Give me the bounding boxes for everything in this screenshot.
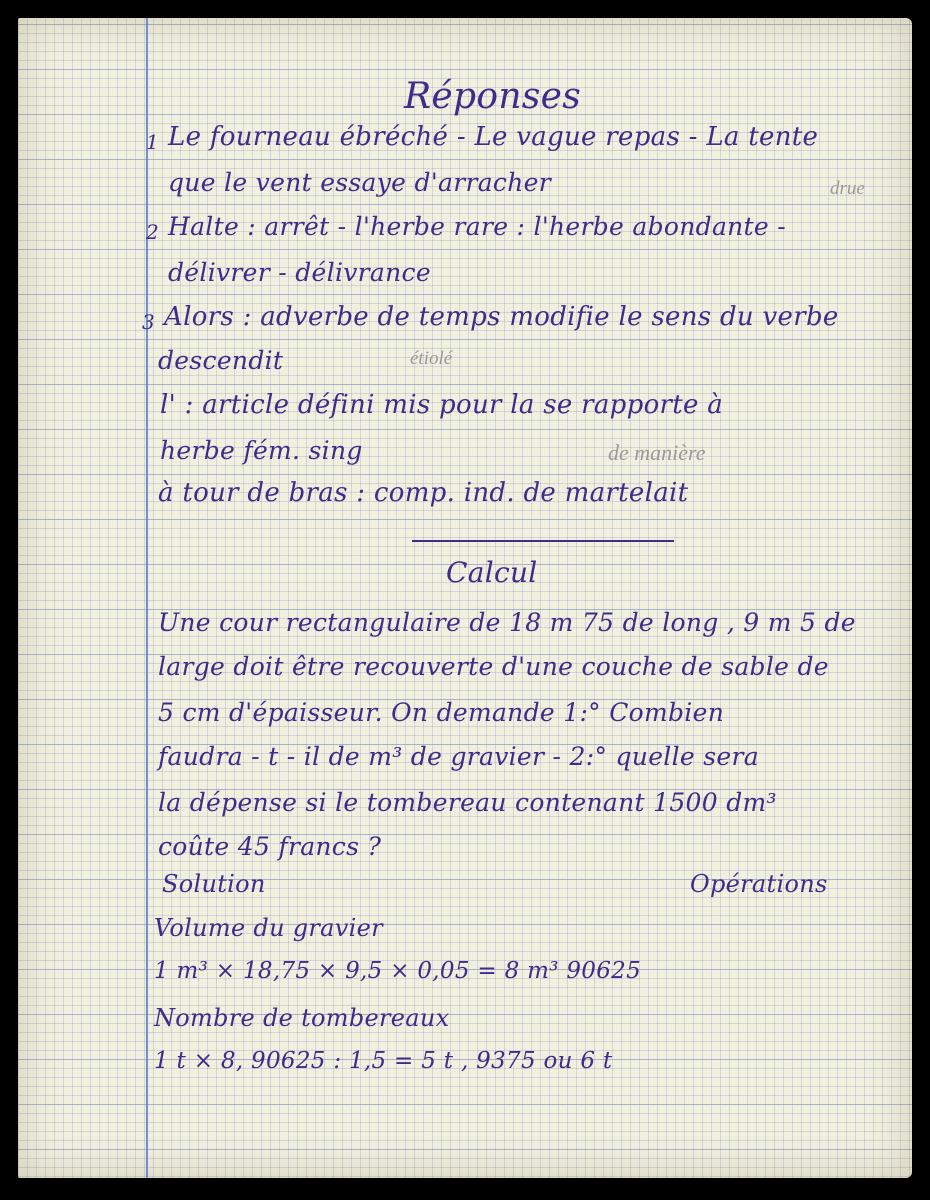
operations-label: Opérations [690,870,828,898]
solution-label: Solution [162,870,266,898]
problem-line-4: faudra - t - il de m³ de gravier - 2:° quelle sera [158,742,759,771]
reponses-title: Réponses [404,76,581,117]
item-2-line-2: délivrer - délivrance [168,258,431,287]
item-2-line-1: Halte : arrêt - l'herbe rare : l'herbe abondante - [168,212,786,241]
solution-line-4: 1 t × 8, 90625 : 1,5 = 5 t , 9375 ou 6 t [154,1048,613,1074]
section-divider [412,540,674,542]
problem-line-5: la dépense si le tombereau contenant 1500 dm³ [158,788,777,817]
item-3-line-4: herbe fém. sing [160,436,363,465]
solution-line-2: 1 m³ × 18,75 × 9,5 × 0,05 = 8 m³ 90625 [154,958,642,984]
calcul-title: Calcul [446,556,538,589]
problem-line-2: large doit être recouverte d'une couche de sable de [158,652,829,681]
item-3-line-5: à tour de bras : comp. ind. de martelait [158,478,689,508]
pencil-note-de-maniere: de manière [608,440,706,465]
problem-line-6: coûte 45 francs ? [158,832,382,861]
item-3-line-2: descendit [158,346,284,375]
margin-line [146,18,148,1178]
item-number-2: 2 [146,220,160,244]
solution-line-3: Nombre de tombereaux [154,1004,450,1032]
pencil-note-drue: drue [830,178,865,199]
item-1-line-1: Le fourneau ébréché - Le vague repas - La tente [168,122,819,152]
problem-line-1: Une cour rectangulaire de 18 m 75 de long , 9 m 5 de [158,608,856,637]
solution-line-1: Volume du gravier [154,914,383,942]
item-3-line-1: Alors : adverbe de temps modifie le sens du verbe [164,302,839,332]
item-number-3: 3 [142,310,156,334]
item-3-line-3: l' : article défini mis pour la se rapporte à [160,390,724,420]
item-1-line-2: que le vent essaye d'arracher [168,168,551,197]
item-number-1: 1 [146,130,160,154]
problem-line-3: 5 cm d'épaisseur. On demande 1:° Combien [158,698,725,727]
pencil-note-etiole: étiolé [410,348,453,369]
notebook-page [18,18,912,1178]
